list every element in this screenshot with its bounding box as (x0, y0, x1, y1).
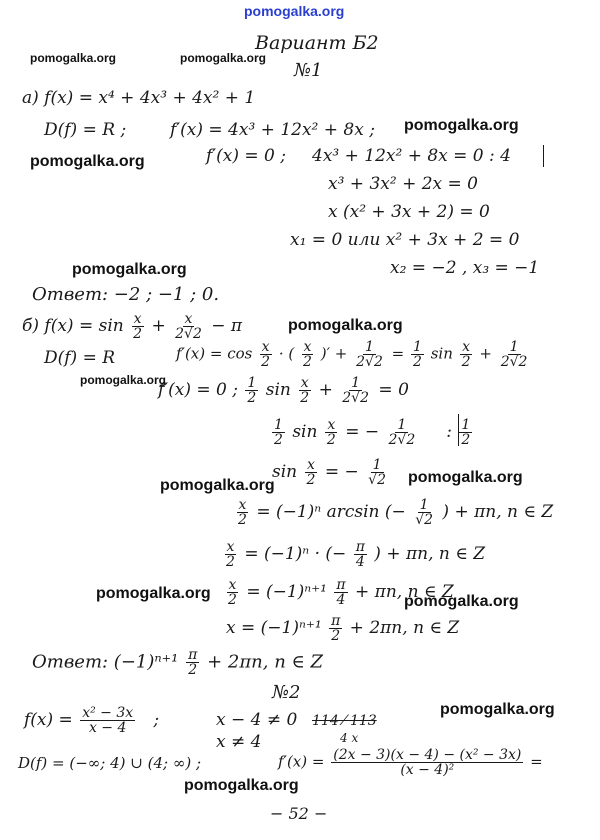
watermark: pomogalka.org (404, 117, 519, 134)
part-b-domain: D(f) = R (44, 348, 116, 368)
part-b-solution-simplified: $\frac{x}{2}$ = (−1)ⁿ⁺¹ $\frac{\pi}{4}$ + πn, n ∈ Z (228, 577, 454, 608)
task-2-domain: D(f) = (−∞; 4) ∪ (4; ∞) ; (18, 754, 202, 772)
watermark: pomogalka.org (72, 261, 187, 278)
divide-bar (543, 145, 544, 167)
part-a-answer: Ответ: −2 ; −1 ; 0. (32, 284, 220, 305)
task-2-derivative: f′(x) = $\frac{\text{(2x − 3)(x − 4) − (x² − 3x)}}{\text{(x − 4)²}}$ = (278, 747, 543, 778)
divide-bar (458, 414, 459, 446)
watermark: pomogalka.org (404, 593, 519, 610)
task-2-heading: №2 (272, 682, 301, 703)
task-2-condition: x − 4 ≠ 0 (216, 710, 298, 730)
watermark: pomogalka.org (408, 469, 523, 486)
watermark: pomogalka.org (180, 51, 267, 65)
part-a-reduced: x³ + 3x² + 2x = 0 (328, 174, 478, 194)
watermark: pomogalka.org (80, 373, 167, 387)
part-b-derivative: f′(x) = cos $\frac{x}{2}$ · ( $\frac{x}{2}$ )′ + $\frac{1}{2√2}$ = $\frac{1}{2}$ sin $\frac{x}{2}$ + $\frac{1}{2√2}$ (176, 339, 528, 370)
site-watermark-top: pomogalka.org (244, 3, 345, 19)
crossed-out-note: 114 ⁄ 113 (312, 713, 377, 729)
watermark: pomogalka.org (30, 51, 117, 65)
watermark: pomogalka.org (30, 153, 145, 170)
part-a-critical-condition: f′(x) = 0 ; (206, 146, 287, 166)
crossed-out-note-denominator: 4 x (340, 731, 359, 745)
part-b-general-solution: $\frac{x}{2}$ = (−1)ⁿ arcsin (− $\frac{1}{√2}$ ) + πn, n ∈ Z (238, 497, 554, 528)
variant-title: Вариант Б2 (255, 32, 379, 54)
watermark: pomogalka.org (96, 585, 211, 602)
part-a-derivative: f′(x) = 4x³ + 12x² + 8x ; (170, 120, 375, 140)
part-a-domain: D(f) = R ; (44, 120, 127, 140)
part-a-equation: 4x³ + 12x² + 8x = 0 : 4 (312, 146, 511, 166)
part-a-function: а) f(x) = x⁴ + 4x³ + 4x² + 1 (22, 88, 256, 108)
watermark: pomogalka.org (160, 477, 275, 494)
watermark: pomogalka.org (288, 317, 403, 334)
part-b-solution-x: x = (−1)ⁿ⁺¹ $\frac{\pi}{2}$ + 2πn, n ∈ Z (226, 613, 460, 644)
watermark: pomogalka.org (440, 701, 555, 718)
task-2-function: f(x) = $\frac{\text{x² − 3x}}{x - 4}$ ; (24, 705, 160, 736)
part-b-solution-step: $\frac{x}{2}$ = (−1)ⁿ · (− $\frac{\pi}{4}$ ) + πn, n ∈ Z (226, 539, 486, 570)
watermark: pomogalka.org (184, 777, 299, 794)
task-2-condition-result: x ≠ 4 (216, 732, 262, 752)
part-a-roots-2-3: x₂ = −2 , x₃ = −1 (390, 258, 540, 278)
page-number: − 52 − (270, 804, 328, 823)
part-a-factored: x (x² + 3x + 2) = 0 (328, 202, 490, 222)
task-1-heading: №1 (294, 60, 323, 81)
part-b-sine-equation: sin $\frac{x}{2}$ = − $\frac{1}{√2}$ (272, 457, 386, 488)
part-a-roots: x₁ = 0 или x² + 3x + 2 = 0 (290, 230, 520, 250)
part-b-equation: $\frac{1}{2}$ sin $\frac{x}{2}$ = − $\frac{1}{2√2}$ : $\frac{1}{2}$ (274, 417, 471, 448)
part-b-critical-condition: f′(x) = 0 ; $\frac{1}{2}$ sin $\frac{x}{2}$ + $\frac{1}{2√2}$ = 0 (158, 375, 409, 406)
part-b-answer: Ответ: (−1)ⁿ⁺¹ $\frac{\pi}{2}$ + 2πn, n ∈ Z (32, 647, 324, 678)
part-b-function: б) f(x) = sin $\frac{x}{2}$ + $\frac{x}{2√2}$ − π (22, 311, 243, 342)
